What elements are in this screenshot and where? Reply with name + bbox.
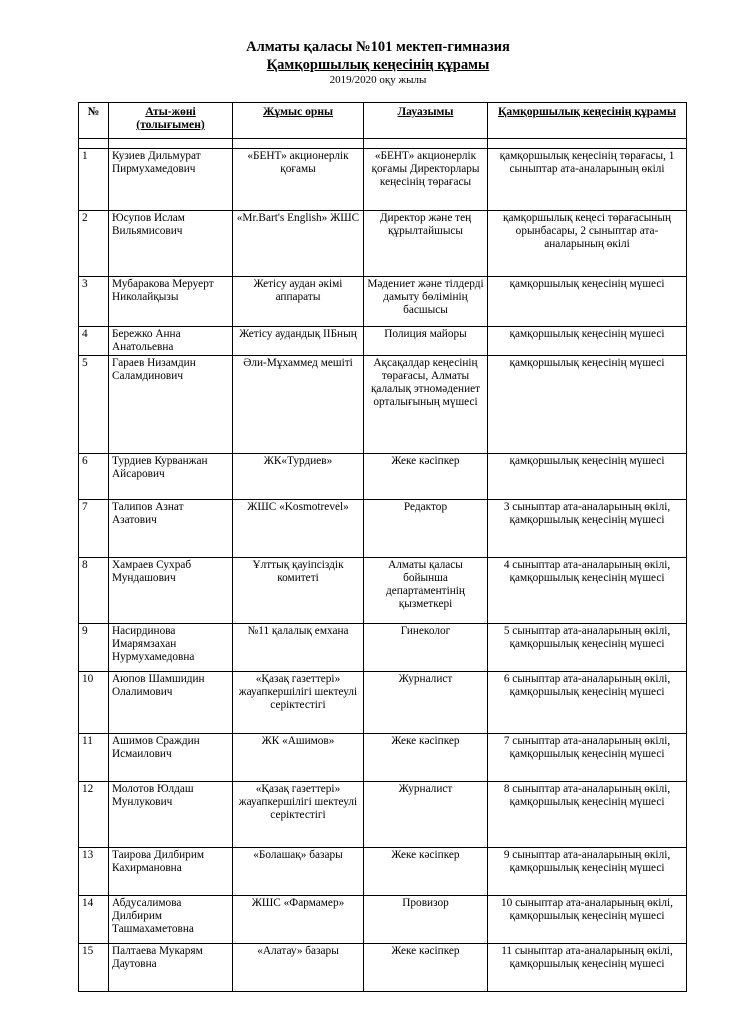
table-row (79, 277, 687, 327)
cell-position: Журналист (364, 782, 488, 848)
cell-role: қамқоршылық кеңесінің мүшесі (488, 277, 687, 327)
cell-number: 8 (79, 558, 109, 624)
cell-number: 10 (79, 672, 109, 734)
cell-name: Хамраев Сухраб Мундашович (109, 558, 233, 624)
table-row (79, 356, 687, 454)
cell-name: Турдиев Курванжан Айсарович (109, 454, 233, 500)
cell-name: Таирова Дилбирим Кахирмановна (109, 848, 233, 896)
cell-number: 15 (79, 944, 109, 992)
cell-role: қамқоршылық кеңесінің мүшесі (488, 356, 687, 454)
column-header-role: Қамқоршылық кеңесінің құрамы (488, 103, 687, 139)
cell-workplace: «Қазақ газеттері» жауапкершілігі шектеулі серіктестігі (233, 782, 364, 848)
cell-name: Бережко Анна Анатольевна (109, 327, 233, 356)
table-row (79, 149, 687, 211)
cell-role: 9 сыныптар ата-аналарының өкілі, қамқоршылық кеңесінің мүшесі (488, 848, 687, 896)
cell-name: Юсупов Ислам Вильямисович (109, 211, 233, 277)
cell-workplace: Жетісу аудан әкімі аппараты (233, 277, 364, 327)
table-row (79, 454, 687, 500)
cell-workplace: «БЕНТ» акционерлік қоғамы (233, 149, 364, 211)
cell-position: Жеке кәсіпкер (364, 848, 488, 896)
table-row (79, 944, 687, 992)
cell-number: 13 (79, 848, 109, 896)
cell-name: Насирдинова Имарямзахан Нурмухамедовна (109, 624, 233, 672)
document-subtitle: Қамқоршылық кеңесінің құрамы (266, 57, 490, 73)
cell-workplace: ЖШС «Kosmotrevel» (233, 500, 364, 558)
cell-name: Палтаева Мукарям Даутовна (109, 944, 233, 992)
cell-name: Ашимов Сраждин Исмаилович (109, 734, 233, 782)
cell-position: Алматы қаласы бойынша департаментінің қызметкері (364, 558, 488, 624)
table-row (79, 896, 687, 944)
academic-year: 2019/2020 оқу жылы (329, 74, 427, 86)
cell-position: Мәдениет және тілдерді дамыту бөлімінің басшысы (364, 277, 488, 327)
table-row (79, 782, 687, 848)
cell-position: «БЕНТ» акционерлік қоғамы Директорлары кеңесінің төрағасы (364, 149, 488, 211)
cell-role: 11 сыныптар ата-аналарының өкілі, қамқоршылық кеңесінің мүшесі (488, 944, 687, 992)
cell-role: 4 сыныптар ата-аналарының өкілі, қамқоршылық кеңесінің мүшесі (488, 558, 687, 624)
cell-name: Аюпов Шамшидин Олалимович (109, 672, 233, 734)
cell-number: 12 (79, 782, 109, 848)
cell-role: 10 сыныптар ата-аналарының өкілі, қамқоршылық кеңесінің мүшесі (488, 896, 687, 944)
cell-number: 4 (79, 327, 109, 356)
cell-role: 6 сыныптар ата-аналарының өкілі, қамқоршылық кеңесінің мүшесі (488, 672, 687, 734)
document-header (0, 38, 756, 87)
spacer-row (79, 139, 687, 149)
cell-role: 8 сыныптар ата-аналарының өкілі, қамқоршылық кеңесінің мүшесі (488, 782, 687, 848)
cell-role: 5 сыныптар ата-аналарының өкілі, қамқоршылық кеңесінің мүшесі (488, 624, 687, 672)
cell-position: Гинеколог (364, 624, 488, 672)
column-header-number: № (79, 103, 109, 139)
table-row (79, 211, 687, 277)
cell-name: Кузиев Дильмурат Пирмухамедович (109, 149, 233, 211)
cell-role: 7 сыныптар ата-аналарының өкілі, қамқоршылық кеңесінің мүшесі (488, 734, 687, 782)
cell-position: Провизор (364, 896, 488, 944)
cell-workplace: Жетісу аудандық ІІБның (233, 327, 364, 356)
cell-number: 5 (79, 356, 109, 454)
cell-name: Мубаракова Меруерт Николайқызы (109, 277, 233, 327)
cell-role: 3 сыныптар ата-аналарының өкілі, қамқоршылық кеңесінің мүшесі (488, 500, 687, 558)
column-header-position: Лауазымы (364, 103, 488, 139)
cell-workplace: «Қазақ газеттері» жауапкершілігі шектеулі серіктестігі (233, 672, 364, 734)
cell-number: 7 (79, 500, 109, 558)
cell-number: 2 (79, 211, 109, 277)
cell-number: 14 (79, 896, 109, 944)
cell-position: Полиция майоры (364, 327, 488, 356)
cell-workplace: «Алатау» базары (233, 944, 364, 992)
cell-position: Редактор (364, 500, 488, 558)
table-row (79, 327, 687, 356)
table-row (79, 672, 687, 734)
cell-position: Ақсақалдар кеңесінің төрағасы, Алматы қалалық этномәдениет орталығының мүшесі (364, 356, 488, 454)
cell-workplace: №11 қалалық емхана (233, 624, 364, 672)
cell-position: Жеке кәсіпкер (364, 944, 488, 992)
table-row (79, 848, 687, 896)
cell-position: Журналист (364, 672, 488, 734)
cell-workplace: ЖШС «Фармамер» (233, 896, 364, 944)
cell-position: Жеке кәсіпкер (364, 734, 488, 782)
cell-number: 11 (79, 734, 109, 782)
cell-number: 3 (79, 277, 109, 327)
cell-number: 1 (79, 149, 109, 211)
cell-role: қамқоршылық кеңесінің мүшесі (488, 327, 687, 356)
cell-name: Талипов Азнат Азатович (109, 500, 233, 558)
cell-workplace: «Mr.Bart's English» ЖШС (233, 211, 364, 277)
cell-number: 6 (79, 454, 109, 500)
board-members-table (78, 102, 687, 992)
cell-name: Молотов Юлдаш Мунлукович (109, 782, 233, 848)
cell-workplace: ЖК«Турдиев» (233, 454, 364, 500)
table-row (79, 624, 687, 672)
cell-workplace: Ұлттық қауіпсіздік комитеті (233, 558, 364, 624)
table-row (79, 558, 687, 624)
cell-number: 9 (79, 624, 109, 672)
table-row (79, 500, 687, 558)
cell-position: Директор және тең құрылтайшысы (364, 211, 488, 277)
cell-position: Жеке кәсіпкер (364, 454, 488, 500)
cell-name: Абдусалимова Дилбирим Ташмахаметовна (109, 896, 233, 944)
table-header-row (79, 103, 687, 139)
column-header-name: Аты-жөні (толығымен) (109, 103, 233, 139)
cell-workplace: Әли-Мұхаммед мешіті (233, 356, 364, 454)
cell-role: қамқоршылық кеңесінің мүшесі (488, 454, 687, 500)
cell-name: Гараев Низамдин Саламдинович (109, 356, 233, 454)
column-header-workplace: Жұмыс орны (233, 103, 364, 139)
cell-workplace: «Болашақ» базары (233, 848, 364, 896)
cell-workplace: ЖК «Ашимов» (233, 734, 364, 782)
cell-role: қамқоршылық кеңесінің төрағасы, 1 сыныптар ата-аналарының өкілі (488, 149, 687, 211)
document-title: Алматы қаласы №101 мектеп-гимназия (246, 39, 510, 55)
table-row (79, 734, 687, 782)
cell-role: қамқоршылық кеңесі төрағасының орынбасары, 2 сыныптар ата-аналарының өкілі (488, 211, 687, 277)
